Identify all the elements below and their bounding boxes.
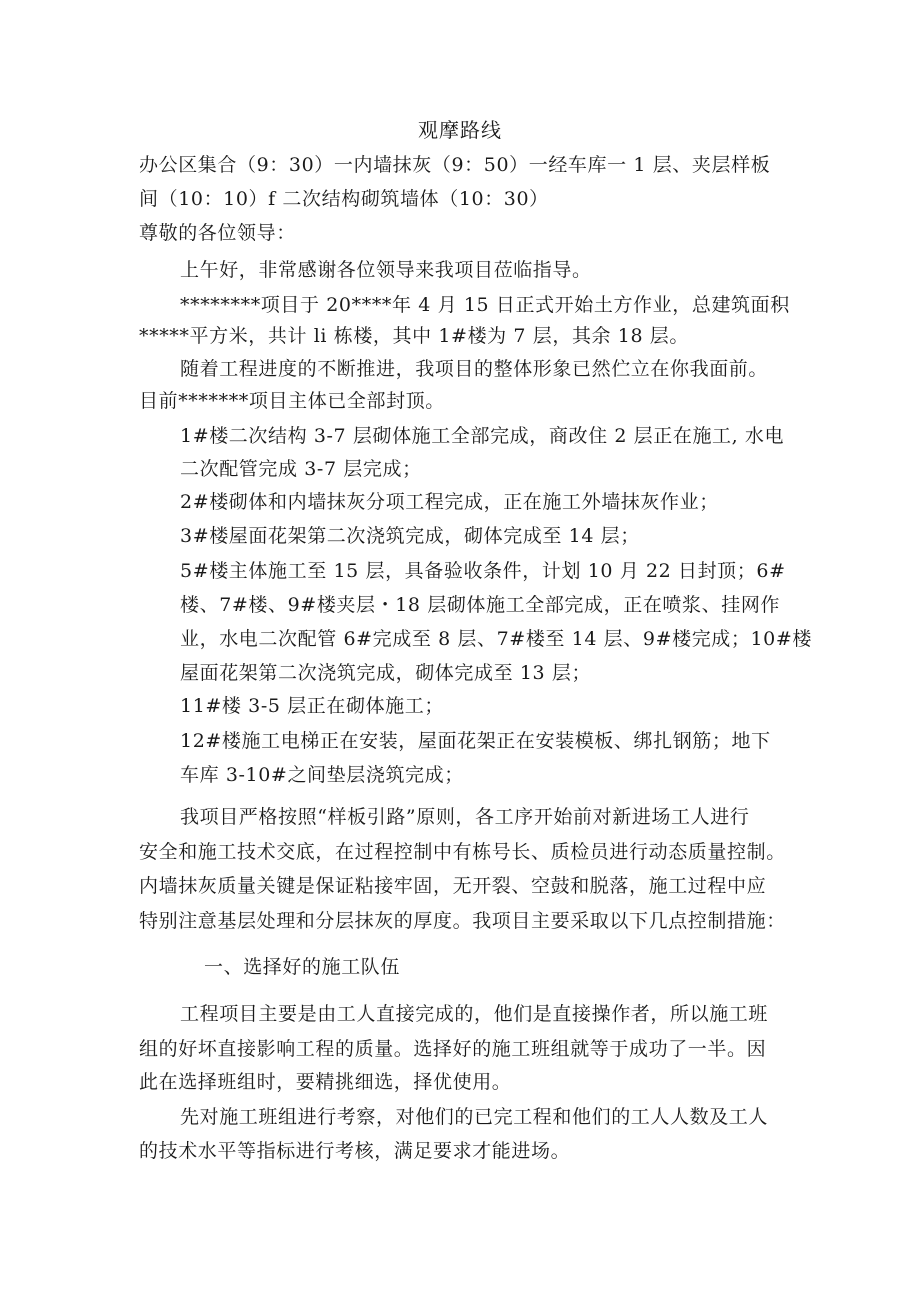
route-line: 间（10：10）f 二次结构砌筑墙体（10：30）	[139, 188, 549, 210]
section-body-line: 此在选择班组时，要精挑细选，择优使用。	[139, 1071, 512, 1093]
status-line: 12#楼施工电梯正在安装，屋面花架正在安装模板、绑扎钢筋；地下	[180, 730, 771, 752]
progress-line: 随着工程进度的不断推进，我项目的整体形象已然伫立在你我面前。	[180, 358, 769, 380]
welcome-paragraph: 上午好，非常感谢各位领导来我项目莅临指导。	[180, 259, 592, 281]
quality-line: 特别注意基层处理和分层抹灰的厚度。我项目主要采取以下几点控制措施：	[139, 910, 786, 932]
status-line: 业，水电二次配管 6#完成至 8 层、7#楼至 14 层、9#楼完成；10#楼	[180, 628, 812, 650]
status-line: 3#楼屋面花架第二次浇筑完成，砌体完成至 14 层；	[180, 525, 640, 547]
greeting: 尊敬的各位领导：	[139, 222, 296, 244]
status-line: 1#楼二次结构 3-7 层砌体施工全部完成，商改住 2 层正在施工, 水电	[180, 425, 785, 447]
status-line: 屋面花架第二次浇筑完成，砌体完成至 13 层；	[180, 662, 592, 684]
quality-line: 内墙抹灰质量关键是保证粘接牢固，无开裂、空鼓和脱落，施工过程中应	[139, 875, 767, 897]
section-body-line: 组的好坏直接影响工程的质量。选择好的施工班组就等于成功了一半。因	[139, 1038, 767, 1060]
document-title: 观摩路线	[418, 118, 502, 142]
intro-line: *****平方米，共计 li 栋楼，其中 1#楼为 7 层，其余 18 层。	[139, 325, 690, 347]
status-line: 2#楼砌体和内墙抹灰分项工程完成，正在施工外墙抹灰作业；	[180, 491, 719, 513]
progress-line: 目前*******项目主体已全部封顶。	[139, 390, 445, 412]
quality-line: 我项目严格按照“样板引路”原则，各工序开始前对新进场工人进行	[180, 806, 750, 828]
status-line: 11#楼 3-5 层正在砌体施工；	[180, 695, 444, 717]
section-body-line: 的技术水平等指标进行考核，满足要求才能进场。	[139, 1140, 571, 1162]
intro-line: ********项目于 20****年 4 月 15 日正式开始土方作业，总建筑面积	[180, 294, 790, 316]
status-line: 楼、7#楼、9#楼夹层・18 层砌体施工全部完成，正在喷浆、挂网作	[180, 594, 781, 616]
section-body-line: 工程项目主要是由工人直接完成的，他们是直接操作者，所以施工班	[180, 1003, 769, 1025]
section-heading: 一、选择好的施工队伍	[204, 956, 401, 978]
section-body-line: 先对施工班组进行考察，对他们的已完工程和他们的工人人数及工人	[180, 1106, 769, 1128]
status-line: 5#楼主体施工至 15 层，具备验收条件，计划 10 月 22 日封顶；6#	[180, 560, 786, 582]
quality-line: 安全和施工技术交底，在过程控制中有栋号长、质检员进行动态质量控制。	[139, 841, 786, 863]
status-line: 车库 3-10#之间垫层浇筑完成；	[180, 764, 464, 786]
route-line: 办公区集合（9：30）一内墙抹灰（9：50）一经车库一 1 层、夹层样板	[139, 154, 771, 176]
status-line: 二次配管完成 3-7 层完成；	[180, 458, 422, 480]
